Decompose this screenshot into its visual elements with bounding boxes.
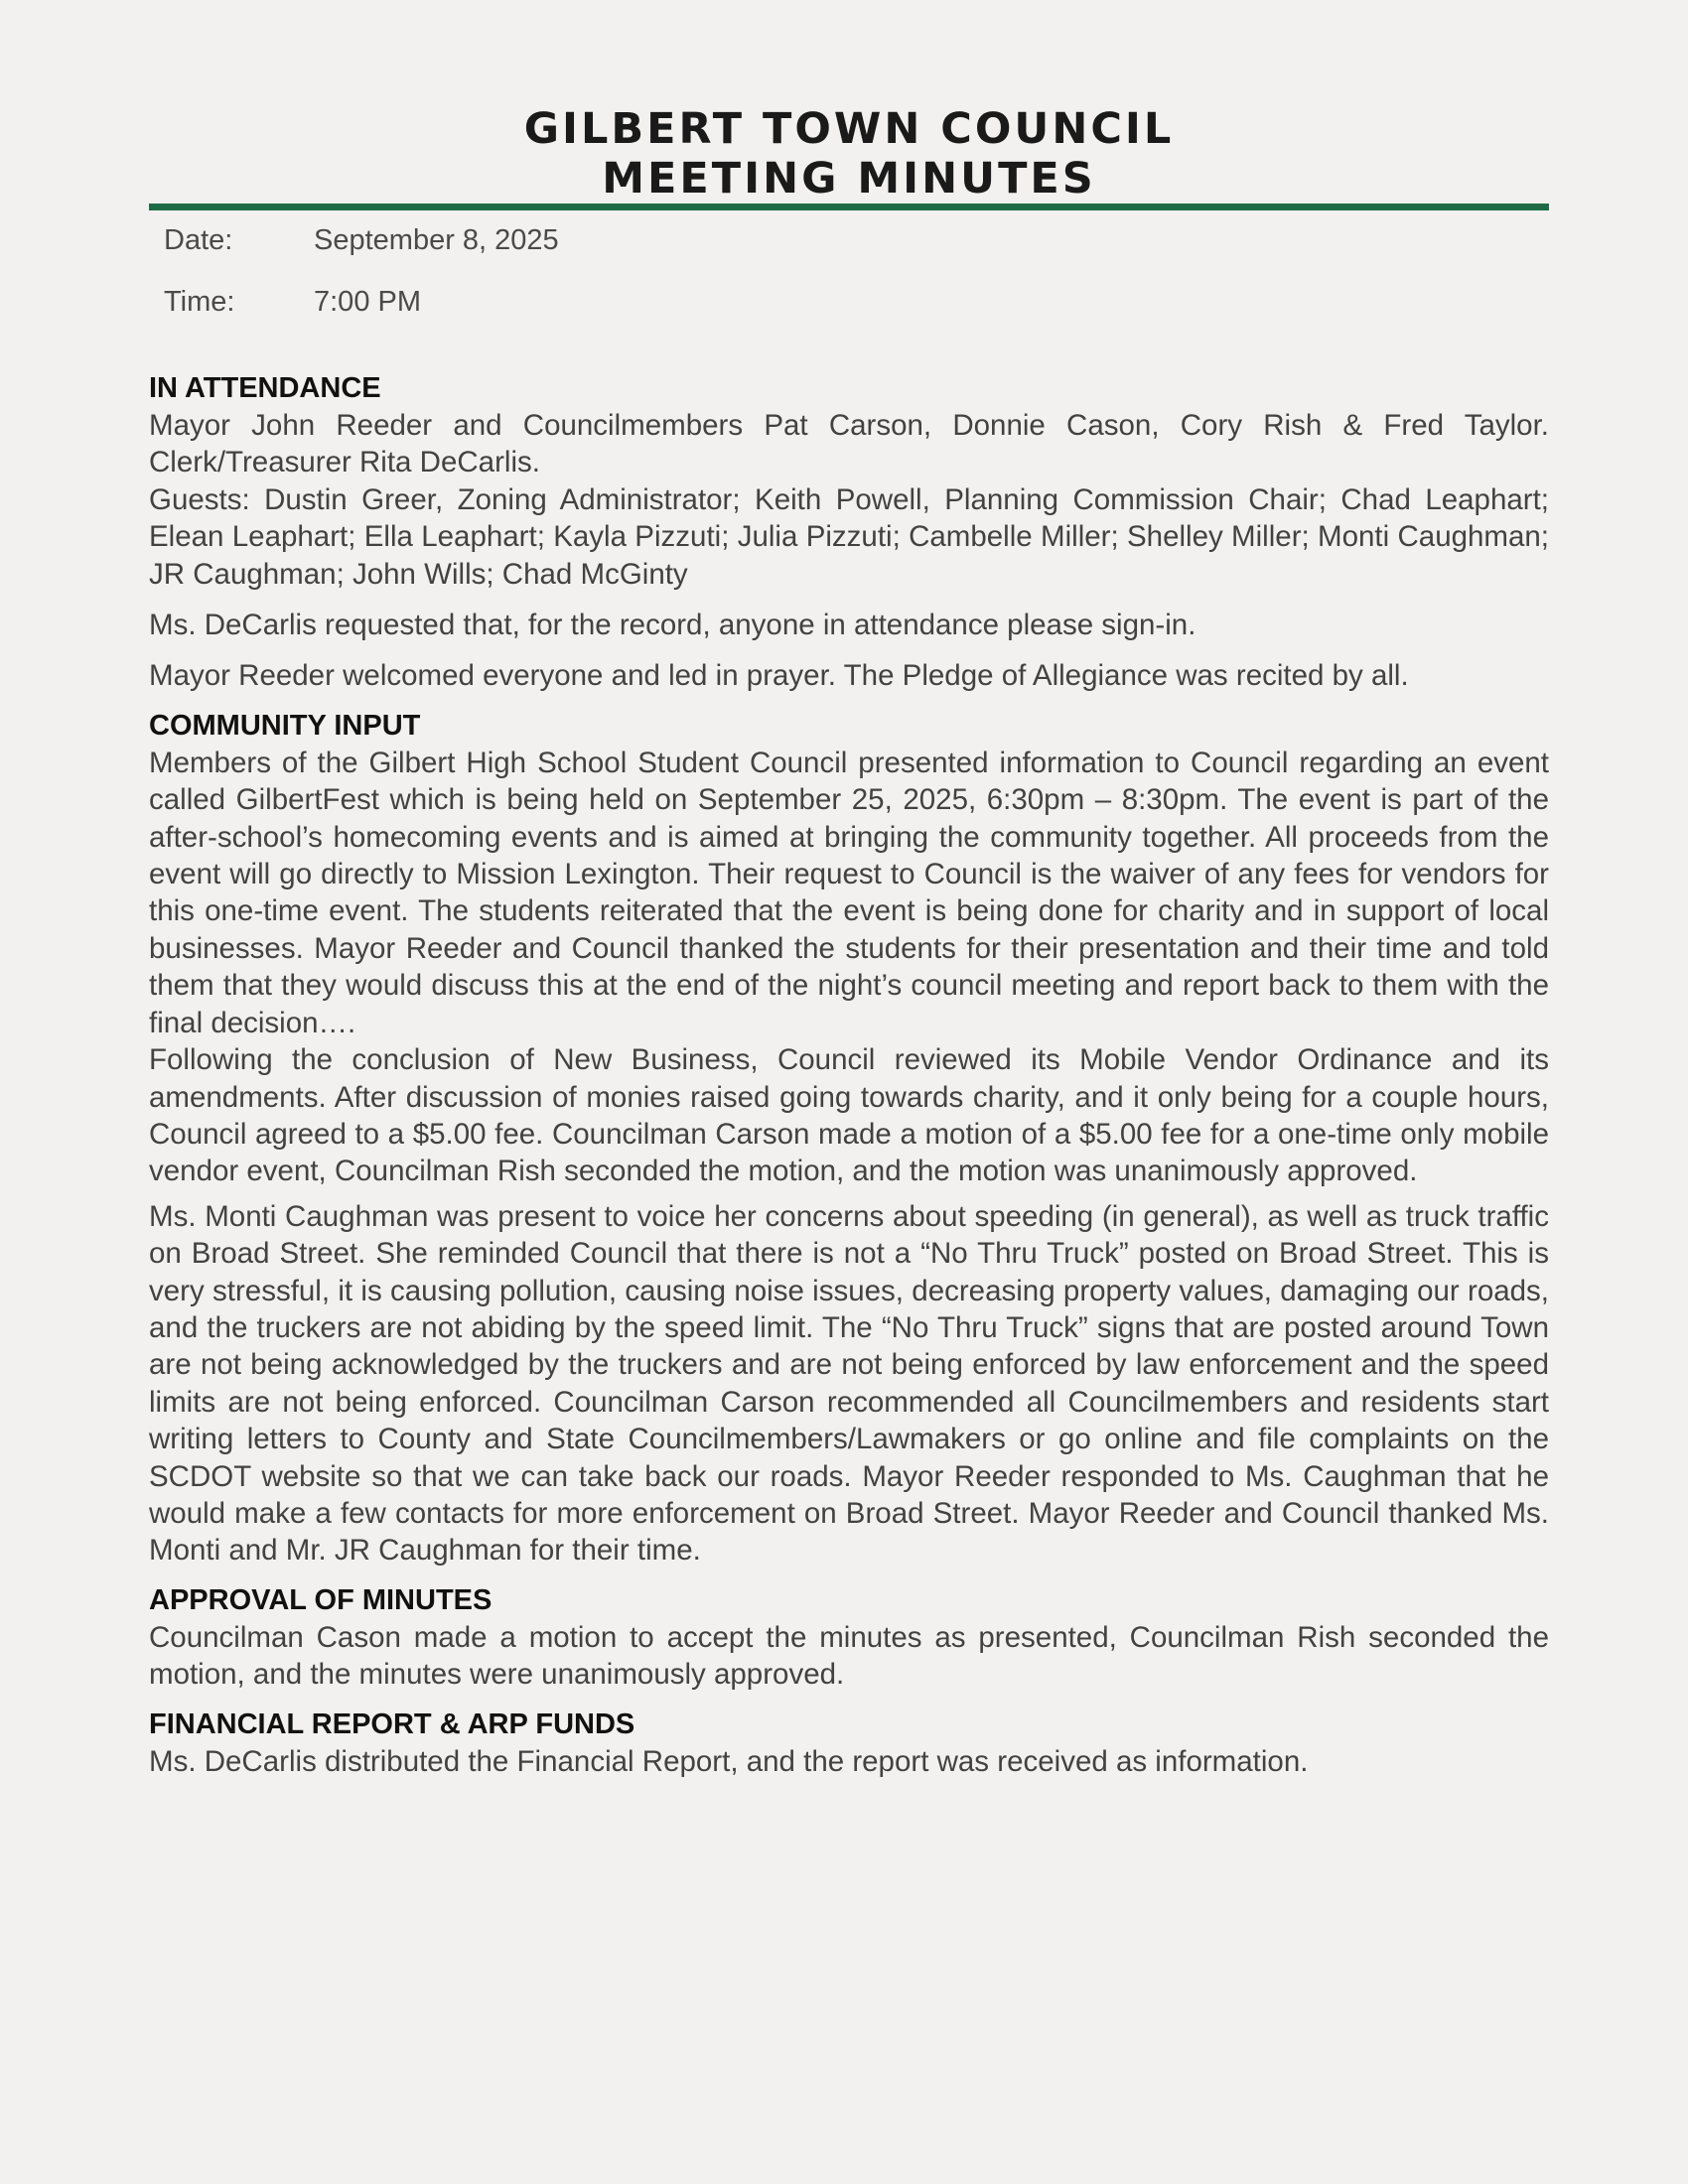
approval-heading: APPROVAL OF MINUTES xyxy=(149,1583,492,1616)
header-rule xyxy=(149,204,1549,210)
minutes-title: MEETING MINUTES xyxy=(602,154,1096,204)
meeting-meta xyxy=(164,224,1549,347)
attendance-guests: Guests: Dustin Greer, Zoning Administrator; Keith Powell, Planning Commission Chair; Chad Leaphart; Elean Leaphart; Ella Leaphart; Kayla Pizzuti; Julia Pizzuti; Cambelle Miller; Shelley Miller; Monti Caughman; JR Caughman; John Wills; Chad McGinty xyxy=(149,482,1549,591)
community-input-para-2: Following the conclusion of New Business, Council reviewed its Mobile Vendor Ordinance and its amendments. After discussion of monies raised going towards charity, and it only being for a couple hours, Council agreed to a $5.00 fee. Councilman Carson made a motion of a $5.00 fee for a one-time only mobile vendor event, Councilman Rish seconded the motion, and the motion was unanimously approved. xyxy=(149,1043,1549,1188)
approval-text: Councilman Cason made a motion to accept the minutes as presented, Councilman Rish seconded the motion, and the minutes were unanimously approved. xyxy=(149,1620,1549,1692)
time-label: Time: xyxy=(164,286,235,318)
community-input-para-3: Ms. Monti Caughman was present to voice her concerns about speeding (in general), as well as truck traffic on Broad Street. She reminded Council that there is not a “No Thru Truck” posted on Broad Street. This is very stressful, it is causing pollution, causing noise issues, decreasing property values, damaging our roads, and the truckers are not abiding by the speed limit. The “No Thru Truck” signs that are posted around Town are not being acknowledged by the truckers and are not being enforced by law enforcement and the speed limits are not being enforced. Councilman Carson recommended all Councilmembers and residents start writing letters to County and State Councilmembers/Lawmakers or go online and file complaints on the SCDOT website so that we can take back our roads. Mayor Reeder responded to Ms. Caughman that he would make a few contacts for more enforcement on Broad Street. Mayor Reeder and Council thanked Ms. Monti and Mr. JR Caughman for their time. xyxy=(149,1199,1549,1568)
attendance-heading: IN ATTENDANCE xyxy=(149,372,381,404)
financial-section xyxy=(149,1706,1549,1780)
date-row xyxy=(164,224,1549,286)
document-page xyxy=(149,104,1549,1780)
community-input-heading: COMMUNITY INPUT xyxy=(149,709,421,742)
time-row xyxy=(164,286,1549,347)
attendance-section xyxy=(149,369,1549,695)
welcome-prayer: Mayor Reeder welcomed everyone and led in prayer. The Pledge of Allegiance was recited by all. xyxy=(149,659,1409,693)
financial-heading: FINANCIAL REPORT & ARP FUNDS xyxy=(149,1707,635,1740)
approval-section xyxy=(149,1581,1549,1694)
date-label: Date: xyxy=(164,224,233,256)
financial-text: Ms. DeCarlis distributed the Financial Report, and the report was received as information. xyxy=(149,1744,1309,1778)
signin-request: Ms. DeCarlis requested that, for the record, anyone in attendance please sign-in. xyxy=(149,609,1196,642)
attendance-members: Mayor John Reeder and Councilmembers Pat Carson, Donnie Cason, Cory Rish & Fred Taylor. Clerk/Treasurer Rita DeCarlis. xyxy=(149,409,1549,479)
date-value: September 8, 2025 xyxy=(314,224,559,256)
community-input-para-1: Members of the Gilbert High School Student Council presented information to Council regarding an event called GilbertFest which is being held on September 25, 2025, 6:30pm – 8:30pm. The event is part of the after-school’s homecoming events and is aimed at bringing the community together. All proceeds from the event will go directly to Mission Lexington. Their request to Council is the waiver of any fees for vendors for this one-time event. The students reiterated that the event is being done for charity and in support of local businesses. Mayor Reeder and Council thanked the students for their presentation and their time and told them that they would discuss this at the end of the night’s council meeting and report back to them with the final decision…. xyxy=(149,746,1549,1039)
time-value: 7:00 PM xyxy=(314,286,421,318)
community-input-section xyxy=(149,707,1549,1570)
council-title: GILBERT TOWN COUNCIL xyxy=(523,104,1175,154)
document-header xyxy=(149,104,1549,210)
